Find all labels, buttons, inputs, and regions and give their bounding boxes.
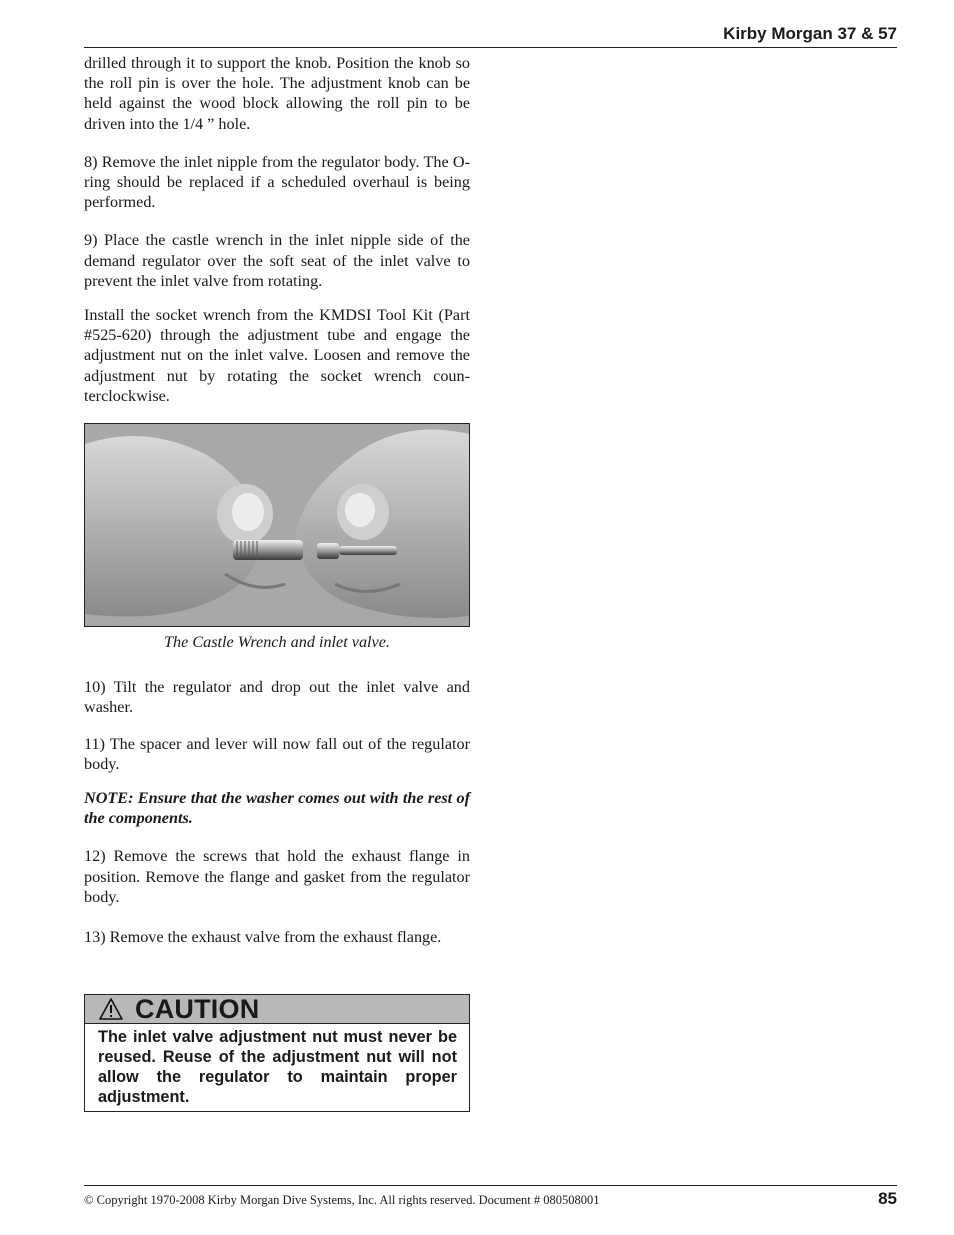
step-12: 12) Remove the screws that hold the exhaust flange in position. Remove the flange and gasket from the regulator body. (84, 847, 470, 906)
step-11: 11) The spacer and lever will now fall out of the regulator body. (84, 734, 470, 773)
text-column (84, 53, 470, 947)
castle-wrench-photo (84, 423, 470, 627)
caution-box (84, 994, 470, 1112)
header-rule (84, 47, 897, 48)
step-9: 9) Place the castle wrench in the inlet nipple side of the demand regulator over the soft seat of the inlet valve to prevent the inlet valve from rotating. (84, 231, 470, 290)
caution-header (85, 995, 469, 1024)
note: NOTE: Ensure that the washer comes out with the rest of the components. (84, 789, 470, 828)
paragraph-continuation: drilled through it to support the knob. Position the knob so the roll pin is over the hole. The adjustment knob can be held against the wood block allowing the roll pin to be driven into the 1/4 ” hole. (84, 54, 470, 133)
warning-triangle-icon (99, 998, 123, 1020)
step-8: 8) Remove the inlet nipple from the regulator body. The O-ring should be replaced if a scheduled overhaul is being performed. (84, 152, 470, 212)
step-10: 10) Tilt the regulator and drop out the inlet valve and washer. (84, 678, 470, 717)
hands-holding-wrench-illustration (85, 424, 469, 626)
document-header-title: Kirby Morgan 37 & 57 (723, 24, 897, 43)
page-number: 85 (878, 1189, 897, 1208)
socket-wrench-paragraph: Install the socket wrench from the KMDSI Tool Kit (Part #525-620) through the adjustment tube and engage the adjustment nut on the inlet valve. Loosen and remove the adjustment nut by rotating the socket wrench coun-terclockwise. (84, 306, 470, 405)
caution-text: The inlet valve adjustment nut must never be reused. Reuse of the adjustment nut will not allow the regulator to maintain proper adjustment. (98, 1028, 457, 1106)
copyright-notice: © Copyright 1970-2008 Kirby Morgan Dive Systems, Inc. All rights reserved. Document # 080508001 (84, 1193, 600, 1207)
caution-title: CAUTION (135, 993, 260, 1024)
footer-rule (84, 1185, 897, 1186)
step-13: 13) Remove the exhaust valve from the exhaust flange. (84, 928, 442, 947)
photo-caption: The Castle Wrench and inlet valve. (164, 633, 390, 652)
